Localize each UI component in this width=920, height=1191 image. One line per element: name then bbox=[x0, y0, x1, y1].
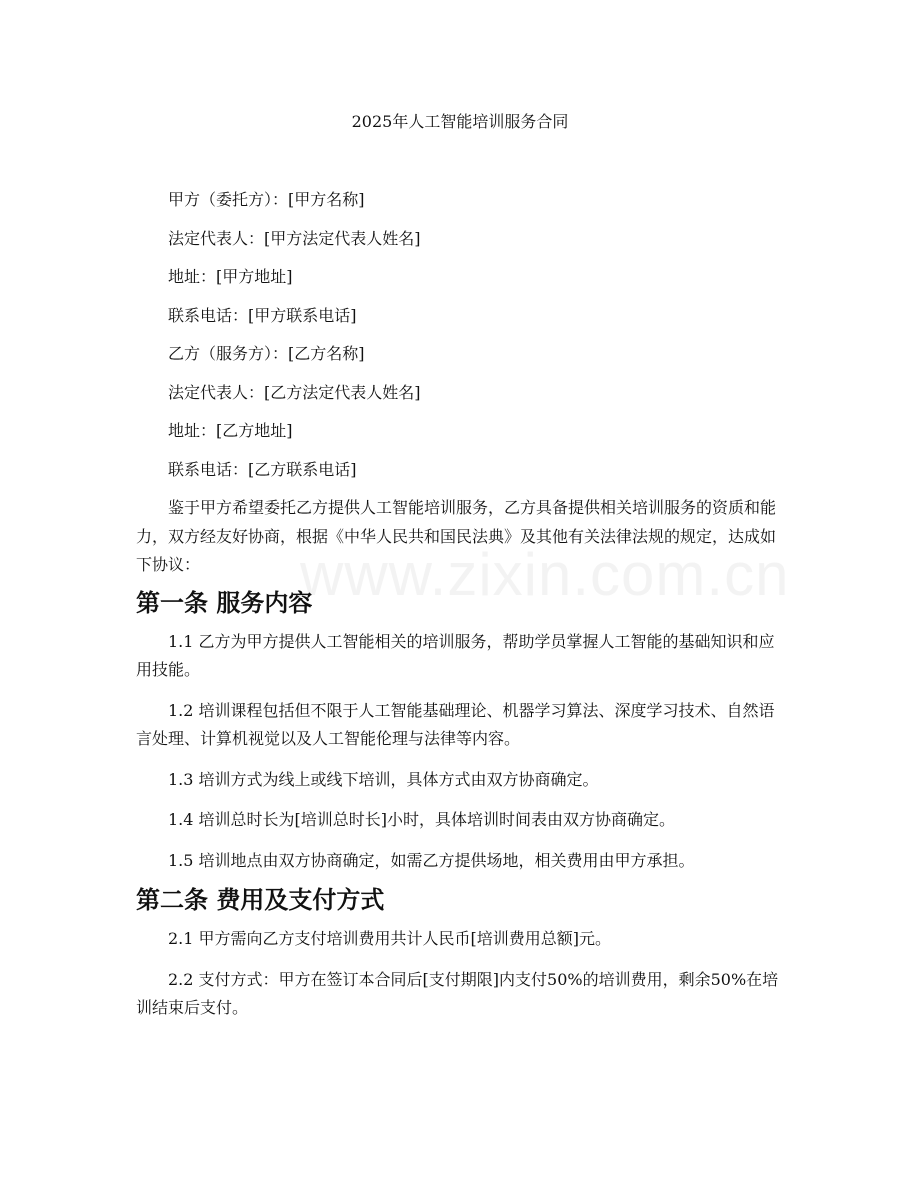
document-title: 2025年人工智能培训服务合同 bbox=[351, 112, 569, 131]
party-b-representative: 法定代表人：[乙方法定代表人姓名] bbox=[168, 382, 421, 402]
watermark: www.zixin.com.cn bbox=[300, 541, 790, 608]
clause-1-5: 1.5 培训地点由双方协商确定，如需乙方提供场地，相关费用由甲方承担。 bbox=[168, 850, 695, 870]
party-b-name: 乙方（服务方）：[乙方名称] bbox=[168, 344, 365, 363]
clause-2-1: 2.1 甲方需向乙方支付培训费用共计人民币[培训费用总额]元。 bbox=[168, 929, 612, 948]
clause-1-2: 1.2 培训课程包括但不限于人工智能基础理论、机器学习算法、深度学习技术、自然语言处理、计算机视觉以及人工智能伦理与法律等内容。 bbox=[136, 700, 775, 748]
article-2-heading: 第二条 费用及支付方式 bbox=[136, 886, 385, 914]
party-a-name: 甲方（委托方）：[甲方名称] bbox=[168, 190, 365, 209]
clause-2-2: 2.2 支付方式：甲方在签订本合同后[支付期限]内支付50%的培训费用，剩余50%在培训结束后支付。 bbox=[136, 969, 779, 1017]
article-1-heading: 第一条 服务内容 bbox=[136, 588, 313, 617]
party-b-address: 地址：[乙方地址] bbox=[168, 421, 293, 440]
party-a-representative: 法定代表人：[甲方法定代表人姓名] bbox=[168, 228, 421, 248]
party-a-address: 地址：[甲方地址] bbox=[168, 267, 293, 286]
preamble: 鉴于甲方希望委托乙方提供人工智能培训服务，乙方具备提供相关培训服务的资质和能力，双方经友好协商，根据《中华人民共和国民法典》及其他有关法律法规的规定，达成如下协议： bbox=[136, 498, 777, 574]
party-b-phone: 联系电话：[乙方联系电话] bbox=[168, 459, 357, 479]
party-a-phone: 联系电话：[甲方联系电话] bbox=[168, 305, 357, 325]
document-body bbox=[136, 186, 786, 1035]
clause-1-3: 1.3 培训方式为线上或线下培训，具体方式由双方协商确定。 bbox=[168, 769, 599, 789]
clause-1-1: 1.1 乙方为甲方提供人工智能相关的培训服务，帮助学员掌握人工智能的基础知识和应用技能。 bbox=[136, 631, 775, 679]
clause-1-4: 1.4 培训总时长为[培训总时长]小时，具体培训时间表由双方协商确定。 bbox=[168, 810, 676, 829]
